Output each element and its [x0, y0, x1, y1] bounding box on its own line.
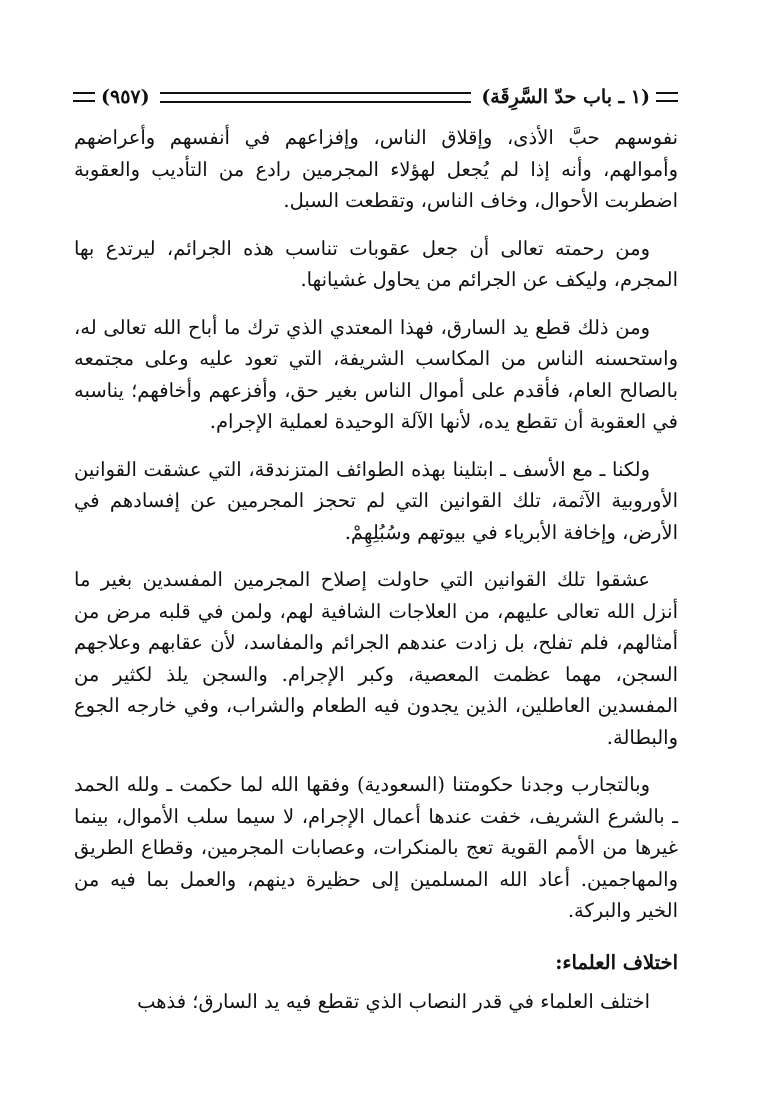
header-mark-left — [73, 92, 95, 102]
paragraph: ومن رحمته تعالى أن جعل عقوبات تناسب هذه الجرائم، ليرتدع بها المجرم، وليكف عن الجرائم من يحاول غشيانها. — [74, 236, 678, 291]
paragraph: وبالتجارب وجدنا حكومتنا (السعودية) وفقها الله لما حكمت ـ ولله الحمد ـ بالشرع الشريف، خفت عندها أعمال الإجرام، لا سيما سلب الأموال، بينما غيرها من الأمم القوية تعج بالمنكرات، وعصابات المجرمين، وقطاع الطريق والمهاجمين. أعاد الله المسلمين إلى حظيرة دينهم، والعمل بما فيه من الخير والبركة. — [74, 773, 678, 922]
paragraph-continuation: نفوسهم حبَّ الأذى، وإقلاق الناس، وإفزاعهم في أنفسهم وأعراضهم وأموالهم، وأنه إذا لم يُجعل لهؤلاء المجرمين رادع من التأديب والعقوبة اضطربت الأحوال، وخاف الناس، وتقطعت السبل. — [74, 126, 678, 212]
section-paragraph: اختلف العلماء في قدر النصاب الذي تقطع فيه يد السارق؛ فذهب — [137, 990, 650, 1013]
chapter-title: (١ ـ باب حدّ السَّرِقَة) — [481, 86, 650, 108]
paragraph: ومن ذلك قطع يد السارق، فهذا المعتدي الذي ترك ما أباح الله تعالى له، واستحسنه الناس من المكاسب الشريفة، التي تعود عليه وعلى مجتمعه بالصالح العام، فأقدم على أموال الناس بغير حق، وأفزعهم وأخافهم؛ يناسبه في العقوبة أن تقطع يده، لأنها الآلة الوحيدة لعملية الإجرام. — [74, 315, 678, 433]
section-heading: اختلاف العلماء: — [555, 950, 678, 974]
page-body — [74, 122, 678, 1034]
header-rule — [160, 92, 472, 103]
running-header — [73, 82, 678, 112]
paragraph: عشقوا تلك القوانين التي حاولت إصلاح المجرمين المفسدين بغير ما أنزل الله تعالى عليهم، من العلاجات الشافية لهم، ولمن في قلبه مرض من أمثالهم، فلم تفلح، بل زادت عندهم الجرائم والمفاسد، لأن عقابهم وعلاجهم السجن، مهما عظمت المعصية، وكبر الإجرام. والسجن يلذ لكثير من المفسدين العاطلين، الذين يجدون فيه الطعام والشراب، وفي خارجه الجوع والبطالة. — [74, 568, 678, 749]
page-number: (٩٥٧) — [101, 86, 150, 108]
header-mark-right — [656, 92, 678, 102]
paragraph: ولكنا ـ مع الأسف ـ ابتلينا بهذه الطوائف المتزندقة، التي عشقت القوانين الأوروبية الآثمة، تلك القوانين التي لم تحجز المجرمين عن إفسادهم في الأرض، وإخافة الأبرياء في بيوتهم وسُبُلِهِمْ. — [74, 457, 678, 544]
